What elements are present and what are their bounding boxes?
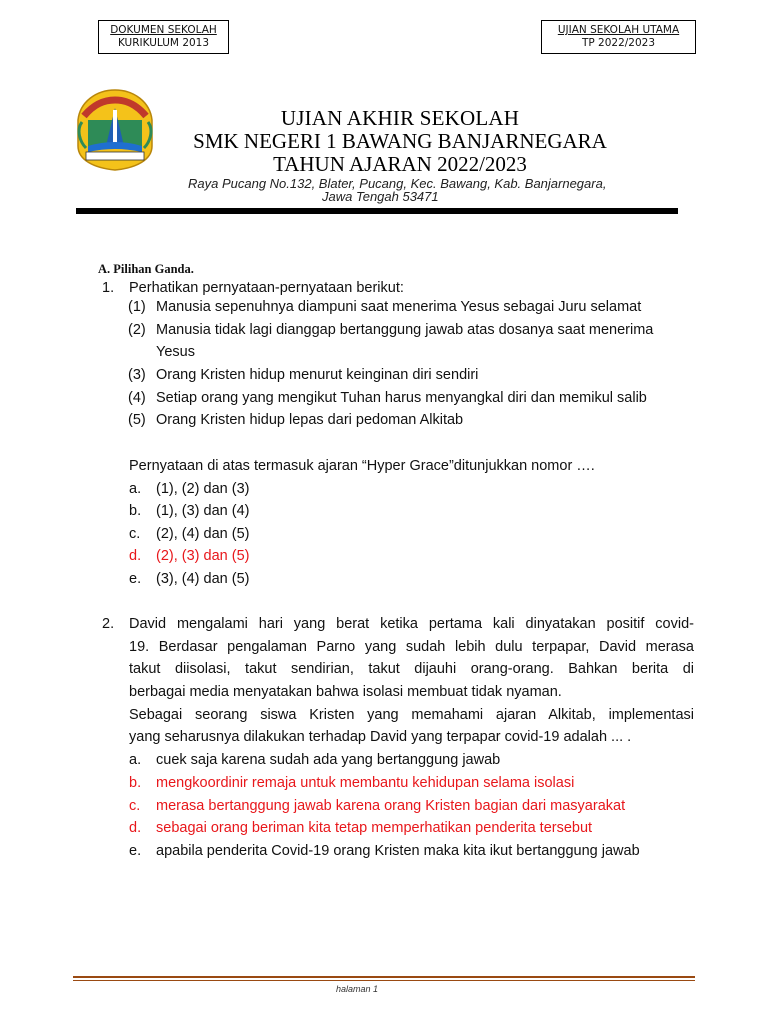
question-2-line: yang seharusnya dilakukan terhadap David yang terpapar covid-19 adalah ... .: [129, 729, 632, 745]
question-2-line: takut diisolasi, takut sendirian, takut dijauhi orang-orang. Bahkan berita di: [129, 661, 694, 677]
document-label-box: [98, 20, 229, 54]
statement-text: Orang Kristen hidup menurut keinginan diri sendiri: [156, 367, 479, 383]
option-text: apabila penderita Covid-19 orang Kristen maka kita ikut bertanggung jawab: [156, 843, 640, 859]
option-letter: e.: [129, 843, 142, 859]
statement-text: Setiap orang yang mengikut Tuhan harus menyangkal diri dan memikul salib: [156, 390, 647, 406]
option-text: sebagai orang beriman kita tetap memperhatikan penderita tersebut: [156, 820, 593, 836]
exam-label-box: [541, 20, 696, 54]
section-heading: A. Pilihan Ganda.: [98, 262, 194, 276]
address-line-2: Jawa Tengah 53471: [322, 189, 439, 204]
option-text: merasa bertanggung jawab karena orang Kristen bagian dari masyarakat: [156, 798, 626, 814]
statement-number: (1): [128, 299, 146, 315]
option-letter: a.: [129, 752, 142, 768]
curriculum-label: KURIKULUM 2013: [117, 37, 210, 49]
option-text: mengkoordinir remaja untuk membantu kehidupan selama isolasi: [156, 775, 575, 791]
question-1-prompt: Pernyataan di atas termasuk ajaran “Hyper Grace”ditunjukkan nomor ….: [129, 458, 595, 474]
school-year-label: TP 2022/2023: [581, 37, 656, 49]
option-letter: b.: [129, 503, 142, 519]
question-1-number: 1.: [102, 280, 115, 296]
question-2-line: berbagai media menyatakan bahwa isolasi membuat tidak nyaman.: [129, 684, 562, 700]
option-letter: d.: [129, 820, 142, 836]
option-text: (1), (3) dan (4): [156, 503, 250, 519]
header-divider: [76, 208, 678, 214]
option-letter: c.: [129, 526, 141, 542]
exam-title: UJIAN AKHIR SEKOLAH: [280, 106, 520, 130]
option-text: (2), (4) dan (5): [156, 526, 250, 542]
document-label: DOKUMEN SEKOLAH: [110, 24, 217, 36]
option-letter: b.: [129, 775, 142, 791]
statement-text: Manusia tidak lagi dianggap bertanggung jawab atas dosanya saat menerima: [156, 322, 654, 338]
statement-text: Manusia sepenuhnya diampuni saat menerima Yesus sebagai Juru selamat: [156, 299, 642, 315]
question-2-line: 19. Berdasar pengalaman Parno yang sudah lebih dulu terpapar, David merasa: [129, 639, 694, 655]
option-text: (3), (4) dan (5): [156, 571, 250, 587]
exam-label: UJIAN SEKOLAH UTAMA: [557, 24, 680, 36]
option-letter: e.: [129, 571, 142, 587]
option-text: cuek saja karena sudah ada yang bertanggung jawab: [156, 752, 501, 768]
statement-text: Orang Kristen hidup lepas dari pedoman Alkitab: [156, 412, 464, 428]
option-text: (2), (3) dan (5): [156, 548, 250, 564]
question-1-intro: Perhatikan pernyataan-pernyataan berikut:: [129, 280, 404, 296]
option-letter: c.: [129, 798, 141, 814]
provincial-emblem-icon: [74, 86, 156, 172]
statement-number: (4): [128, 390, 146, 406]
question-2-number: 2.: [102, 616, 115, 632]
option-letter: a.: [129, 481, 142, 497]
option-letter: d.: [129, 548, 142, 564]
statement-number: (2): [128, 322, 146, 338]
option-text: (1), (2) dan (3): [156, 481, 250, 497]
statement-number: (3): [128, 367, 146, 383]
footer-divider: [73, 976, 695, 978]
page-number: halaman 1: [336, 984, 379, 994]
academic-year: TAHUN AJARAN 2022/2023: [273, 152, 527, 176]
question-2-line: David mengalami hari yang berat ketika pertama kali dinyatakan positif covid-: [129, 616, 694, 632]
footer-divider: [73, 980, 695, 981]
school-name: SMK NEGERI 1 BAWANG BANJARNEGARA: [193, 129, 607, 153]
statement-text-continued: Yesus: [156, 344, 195, 360]
question-2-line: Sebagai seorang siswa Kristen yang memahami ajaran Alkitab, implementasi: [129, 707, 694, 723]
address-line-1: Raya Pucang No.132, Blater, Pucang, Kec. Bawang, Kab. Banjarnegara,: [188, 176, 607, 191]
statement-number: (5): [128, 412, 146, 428]
